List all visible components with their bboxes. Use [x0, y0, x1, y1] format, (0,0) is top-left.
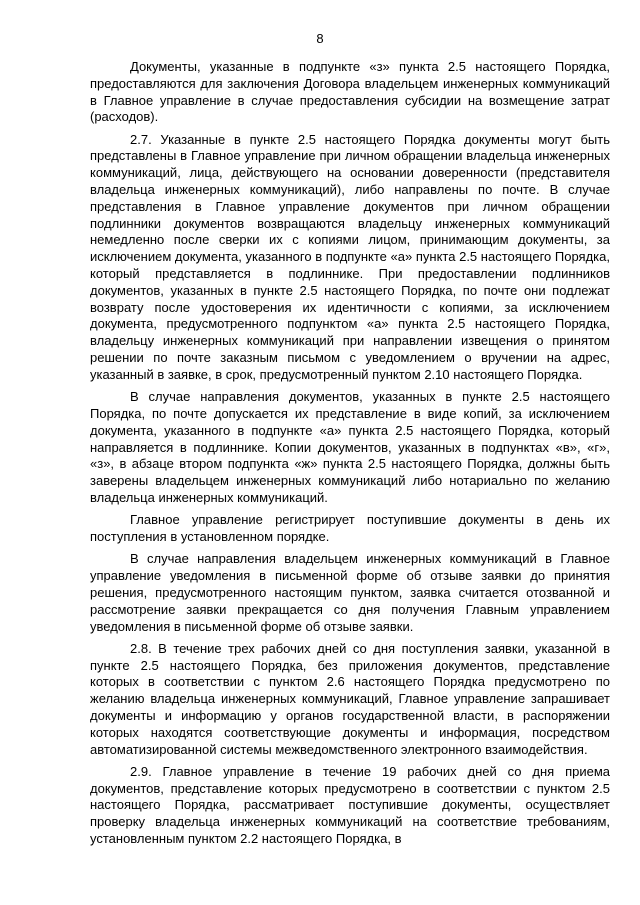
document-body — [90, 59, 610, 853]
paragraph-2-8: 2.8. В течение трех рабочих дней со дня поступления заявки, указанной в пункте 2.5 настоящего Порядка, без приложения документов, представление которых в соответствии с пунктом 2.6 настоящего Порядка предусмотрено по желанию владельца инженерных коммуникаций, Главное управление запрашивает документы и информацию у органов государственной власти, в распоряжении которых находятся соответствующие документы и информация, посредством автоматизированной системы межведомственного электронного взаимодействия. — [90, 640, 610, 757]
paragraph-registration: Главное управление регистрирует поступившие документы в день их поступления в установленном порядке. — [90, 512, 610, 545]
paragraph-withdrawal: В случае направления владельцем инженерных коммуникаций в Главное управление уведомления в письменной форме об отзыве заявки до принятия решения, предусмотренного настоящим пунктом, заявка считается отозванной и рассмотрение заявки прекращается со дня получения Главным управлением уведомления в письменной форме об отзыве заявки. — [90, 551, 610, 634]
paragraph-documents-subsidy: Документы, указанные в подпункте «з» пункта 2.5 настоящего Порядка, предоставляются для заключения Договора владельцем инженерных коммуникаций в Главное управление в случае предоставления субсидии на возмещение затрат (расходов). — [90, 59, 610, 125]
paragraph-2-7: 2.7. Указанные в пункте 2.5 настоящего Порядка документы могут быть представлены в Главное управление при личном обращении владельца инженерных коммуникаций, лица, действующего на основании доверенности (представителя владельца инженерных коммуникаций), либо направлены по почте. В случае представления в Главное управление документов при личном обращении подлинники документов возвращаются владельцу инженерных коммуникаций немедленно после сверки их с копиями лицом, принимающим документы, за исключением документа, указанного в подпункте «а» пункта 2.5 настоящего Порядка, который представляется в подлиннике. При предоставлении подлинников документов, указанных в пункте 2.5 настоящего Порядка, по почте они подлежат возврату после удостоверения их идентичности с копиями, за исключением документа, предусмотренного подпунктом «а» пункта 2.5 настоящего Порядка, владельцу инженерных коммуникаций при направлении извещения о принятом решении по почте заказным письмом с уведомлением о вручении на адрес, указанный в заявке, в срок, предусмотренный пунктом 2.10 настоящего Порядка. — [90, 131, 610, 382]
page-number: 8 — [316, 31, 324, 46]
paragraph-2-9: 2.9. Главное управление в течение 19 рабочих дней со дня приема документов, представление которых предусмотрено в соответствии с пунктом 2.5 настоящего Порядка, рассматривает поступившие документы, осуществляет проверку владельца инженерных коммуникаций на соответствие требованиям, установленным пунктом 2.2 настоящего Порядка, в — [90, 763, 610, 847]
paragraph-postal-copies: В случае направления документов, указанных в пункте 2.5 настоящего Порядка, по почте допускается их представление в виде копий, за исключением документа, указанного в подпункте «а» пункта 2.5 настоящего Порядка, который направляется в подлиннике. Копии документов, указанных в подпунктах «в», «г», «з», в абзаце втором подпункта «ж» пункта 2.5 настоящего Порядка, должны быть заверены владельцем инженерных коммуникаций либо нотариально по желанию владельца инженерных коммуникаций. — [90, 389, 610, 505]
